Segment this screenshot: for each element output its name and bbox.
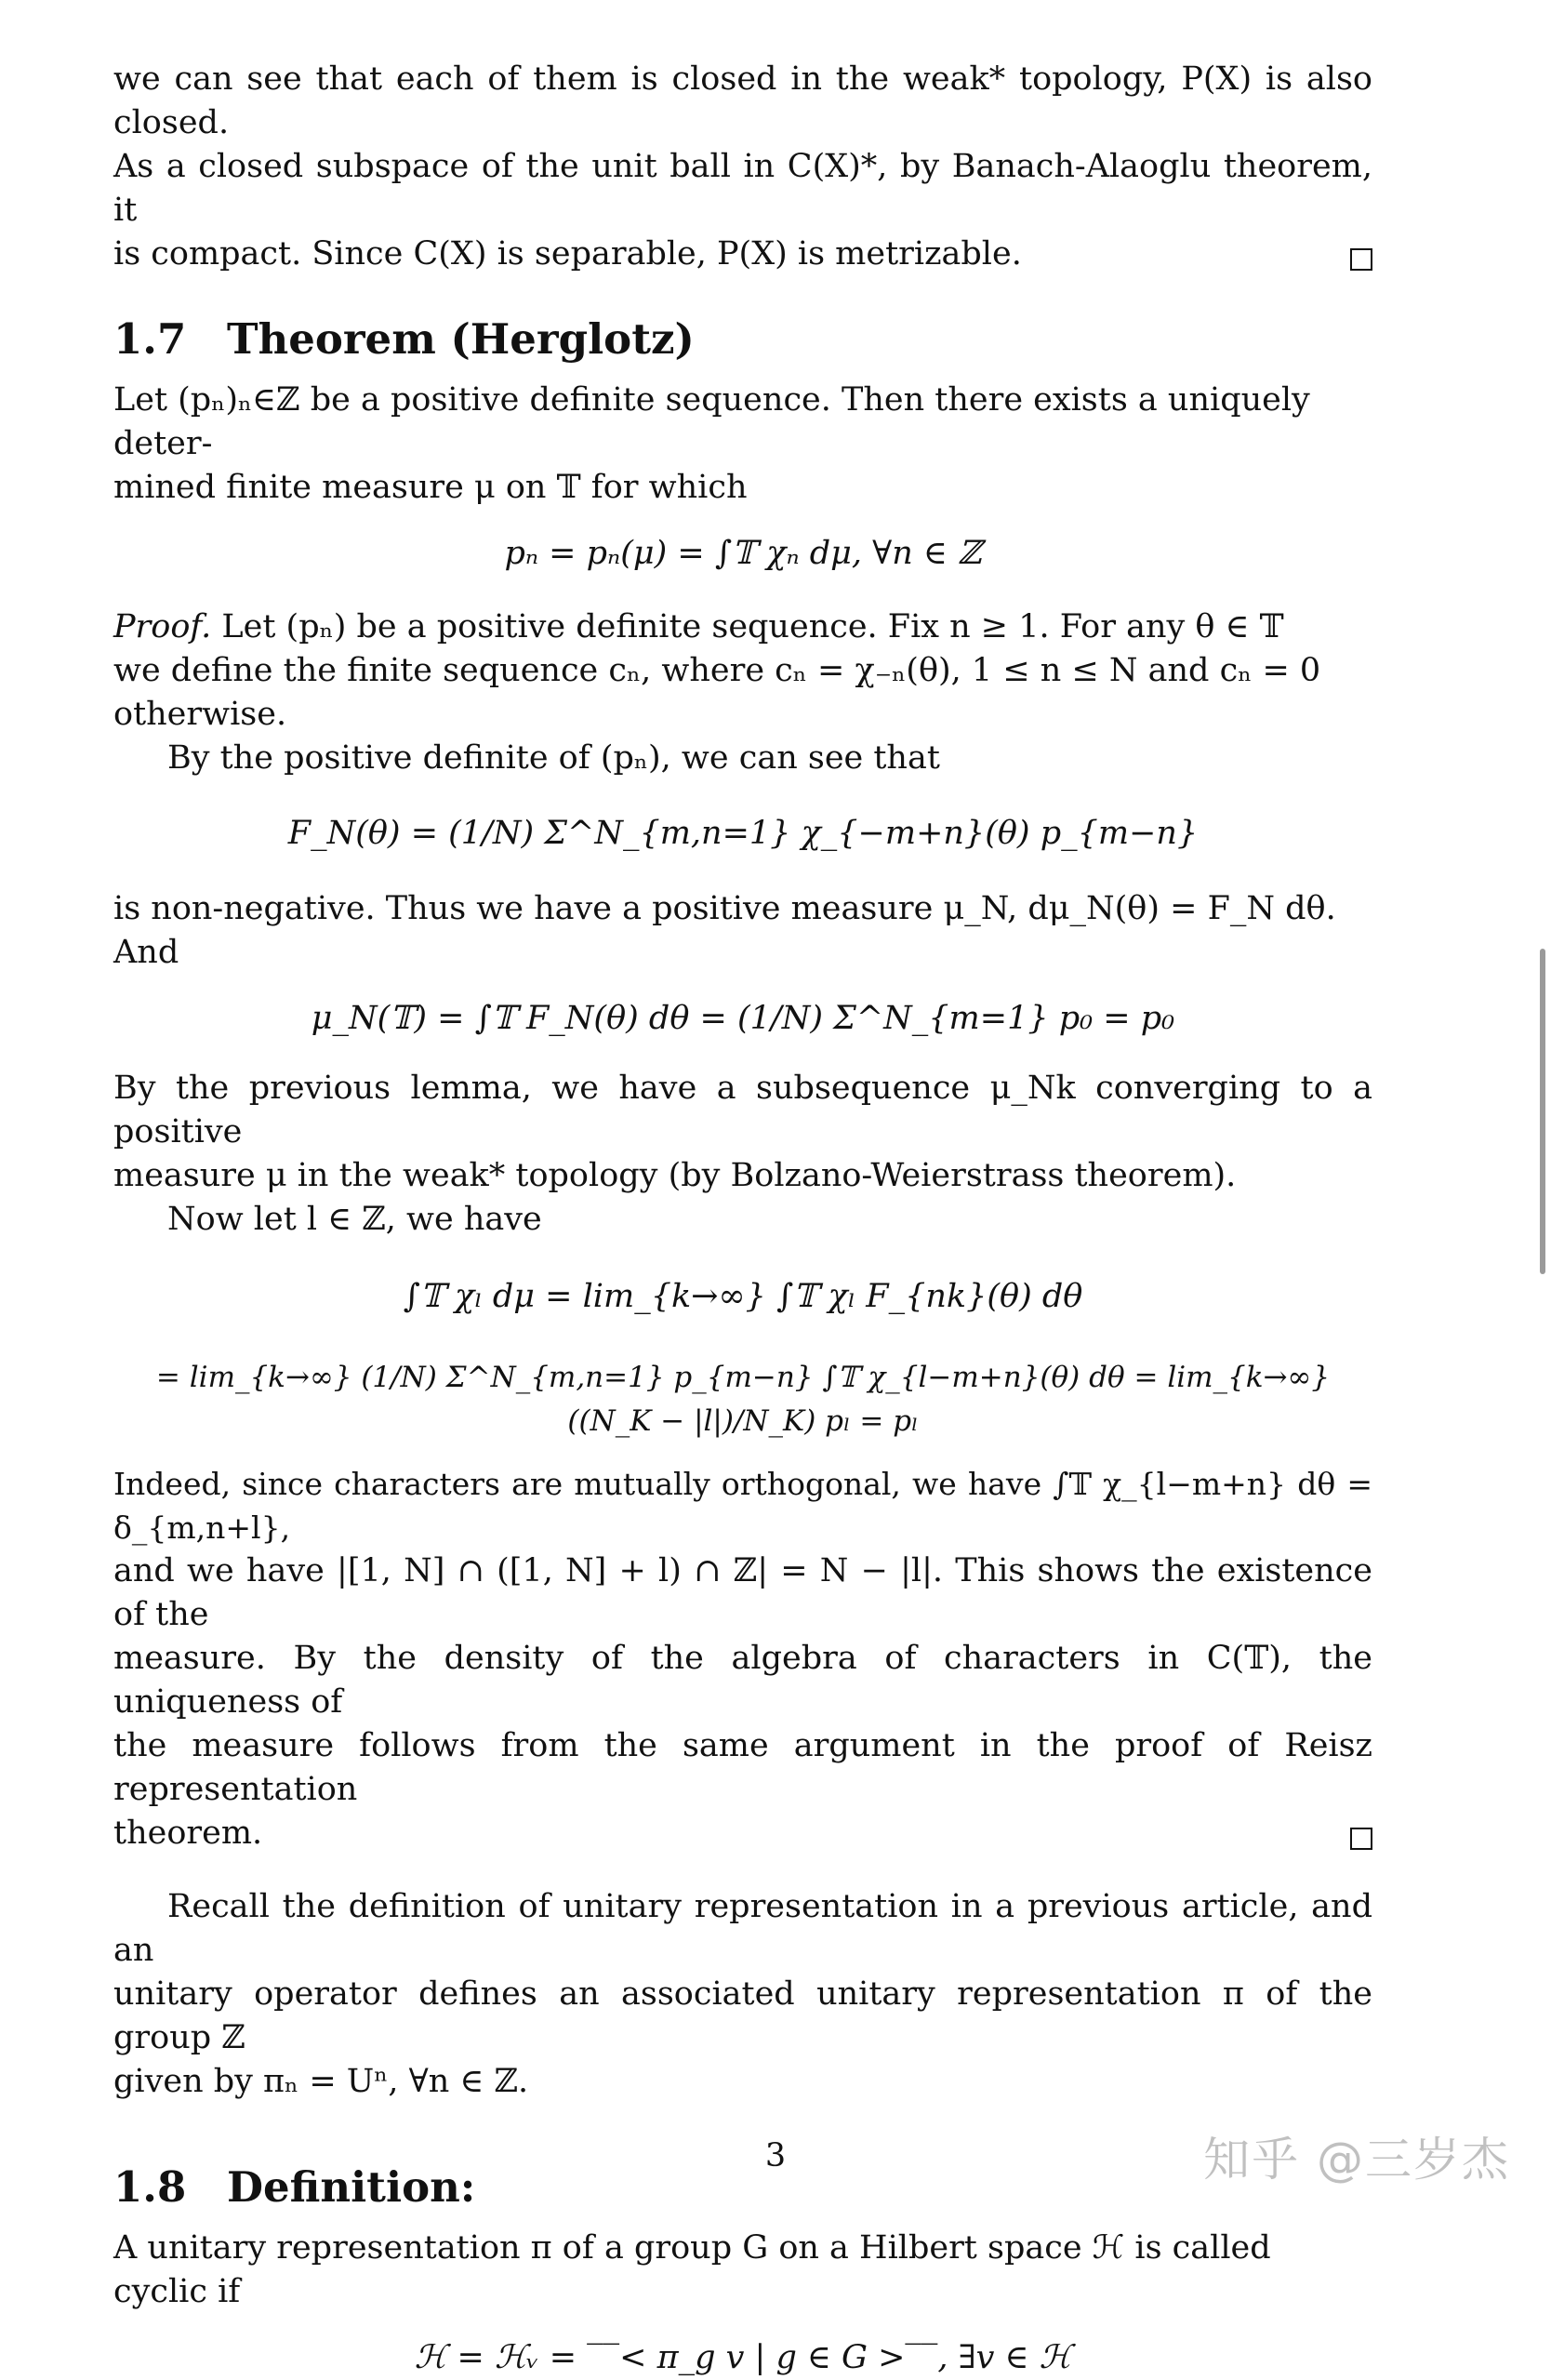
proof-label: Proof. xyxy=(113,608,212,645)
qed-square-icon xyxy=(1350,1828,1372,1850)
proof-line-1 xyxy=(113,605,1372,649)
indeed-line-5-text: theorem. xyxy=(113,1815,263,1852)
scrollbar[interactable] xyxy=(1540,949,1545,1274)
proof-line-3: otherwise. xyxy=(113,696,287,733)
equation-muN: μ_N(𝕋) = ∫𝕋 F_N(θ) dθ = (1/N) Σ^N_{m=1} p₀ = p₀ xyxy=(311,1000,1175,1037)
recall-line-2: unitary operator defines an associated unitary representation π of the group ℤ xyxy=(113,1975,1372,2056)
section-heading-theorem xyxy=(113,313,1372,366)
recall-line-1: Recall the definition of unitary representation in a previous article, and an xyxy=(113,1888,1372,1969)
intro-line-2: As a closed subspace of the unit ball in C(X)*, by Banach-Alaoglu theorem, it xyxy=(113,148,1372,229)
equation-cyclic: ℋ = ℋᵥ = ‾‾< π_g v | g ∈ G >‾‾, ∃v ∈ ℋ xyxy=(414,2339,1072,2376)
nonneg-line: is non-negative. Thus we have a positive measure μ_N, dμ_N(θ) = F_N dθ. And xyxy=(113,890,1336,971)
indeed-line-4: the measure follows from the same argument in the proof of Reisz representation xyxy=(113,1727,1372,1808)
theorem-line-2: mined finite measure μ on 𝕋 for which xyxy=(113,469,748,506)
indeed-line-3: measure. By the density of the algebra of characters in C(𝕋), the uniqueness of xyxy=(113,1640,1372,1721)
qed-square-icon xyxy=(1350,248,1372,271)
paper-page xyxy=(113,58,1372,2380)
indeed-line-2: and we have |[1, N] ∩ ([1, N] + l) ∩ ℤ| = N − |l|. This shows the existence of the xyxy=(113,1552,1372,1633)
intro-line-3 xyxy=(113,233,1372,276)
recall-line-3: given by πₙ = Uⁿ, ∀n ∈ ℤ. xyxy=(113,2063,529,2100)
indeed-line-5 xyxy=(113,1812,1372,1855)
page-number: 3 xyxy=(764,2137,787,2174)
posdef-line: By the positive definite of (pₙ), we can see that xyxy=(167,739,940,777)
intro-line-3-text: is compact. Since C(X) is separable, P(X) is metrizable. xyxy=(113,235,1022,273)
section-title: Theorem (Herglotz) xyxy=(227,314,695,364)
proof-line-1-text: Let (pₙ) be a positive definite sequence. Fix n ≥ 1. For any θ ∈ 𝕋 xyxy=(211,608,1284,645)
section-number: 1.8 xyxy=(113,2162,187,2212)
theorem-line-1: Let (pₙ)ₙ∈ℤ be a positive definite sequence. Then there exists a uniquely deter- xyxy=(113,381,1310,462)
previous-line-2: measure μ in the weak* topology (by Bolzano-Weierstrass theorem). xyxy=(113,1157,1237,1194)
section-number: 1.7 xyxy=(113,314,187,364)
definition-line-1: A unitary representation π of a group G on a Hilbert space ℋ is called cyclic if xyxy=(113,2229,1271,2310)
nowlet-line: Now let l ∈ ℤ, we have xyxy=(167,1201,542,1238)
equation-limit-2: = lim_{k→∞} (1/N) Σ^N_{m,n=1} p_{m−n} ∫𝕋 χ_{l−m+n}(θ) dθ = lim_{k→∞} ((N_K − |l|)/N_K) pₗ = pₗ xyxy=(155,1361,1331,1438)
intro-line-1: we can see that each of them is closed in the weak* topology, P(X) is also closed. xyxy=(113,60,1372,141)
equation-FN: F_N(θ) = (1/N) Σ^N_{m,n=1} χ_{−m+n}(θ) p_{m−n} xyxy=(287,815,1199,852)
section-title: Definition: xyxy=(227,2162,476,2212)
watermark: 知乎 @三岁杰 xyxy=(1203,2133,1510,2187)
equation-pn: pₙ = pₙ(μ) = ∫𝕋 χₙ dμ, ∀n ∈ ℤ xyxy=(504,535,982,572)
equation-limit-1: ∫𝕋 χₗ dμ = lim_{k→∞} ∫𝕋 χₗ F_{nk}(θ) dθ xyxy=(403,1278,1083,1315)
indeed-line-1: Indeed, since characters are mutually orthogonal, we have ∫𝕋 χ_{l−m+n} dθ = δ_{m,n+l}, xyxy=(113,1466,1372,1546)
previous-line-1: By the previous lemma, we have a subsequence μ_Nk converging to a positive xyxy=(113,1070,1372,1150)
proof-line-2: we define the finite sequence cₙ, where cₙ = χ₋ₙ(θ), 1 ≤ n ≤ N and cₙ = 0 xyxy=(113,652,1321,689)
